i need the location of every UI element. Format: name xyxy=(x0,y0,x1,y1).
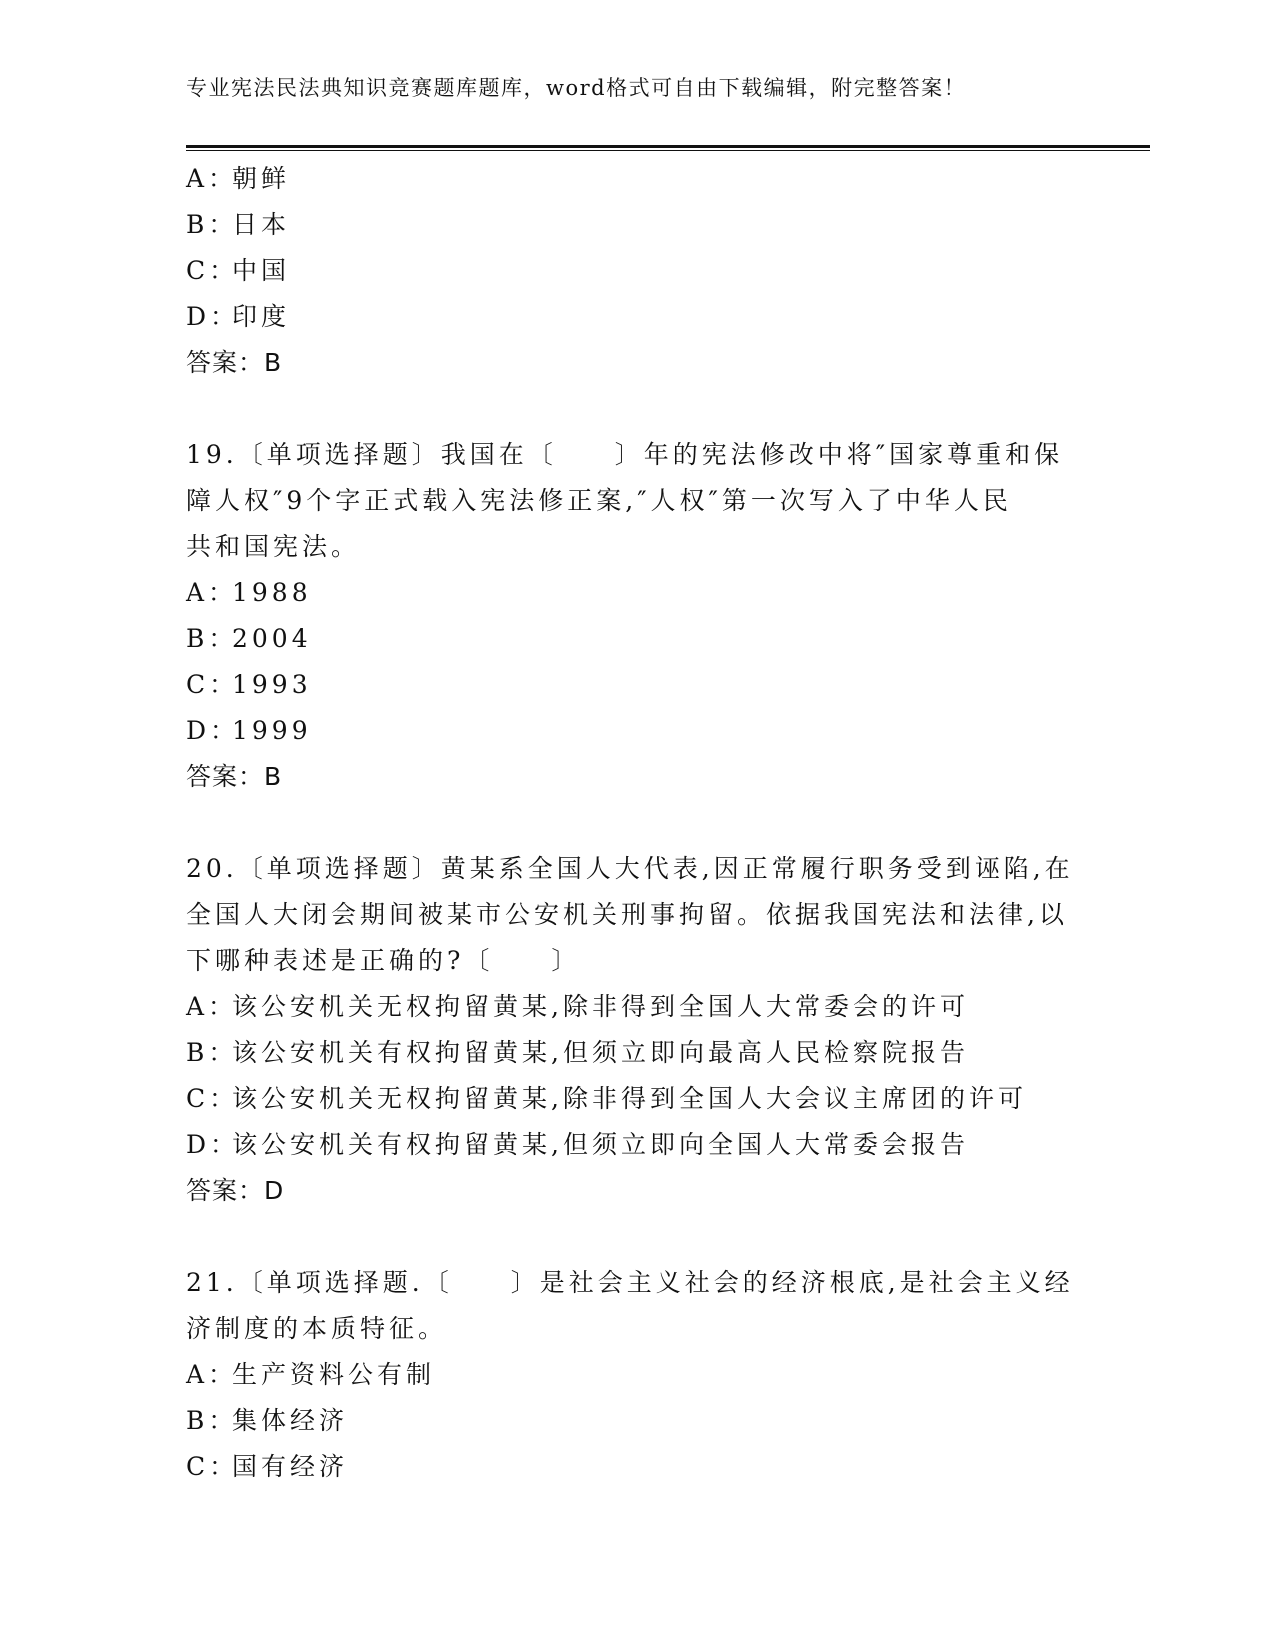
header-rule-thick xyxy=(186,145,1150,148)
answer-line: 答案：D xyxy=(186,1176,285,1205)
question-stem-line: 下哪种表述是正确的?〔 〕 xyxy=(186,946,581,975)
question-20 xyxy=(186,846,1086,1214)
answer-line: 答案：B xyxy=(186,762,283,791)
option-c: C：国有经济 xyxy=(186,1452,349,1481)
header-rule-thin xyxy=(186,150,1150,151)
question-stem-line: 障人权″9个字正式载入宪法修正案,″人权″第一次写入了中华人民 xyxy=(186,486,1012,515)
question-stem-line: 共和国宪法。 xyxy=(186,532,361,561)
option-d: D：该公安机关有权拘留黄某,但须立即向全国人大常委会报告 xyxy=(186,1130,969,1159)
question-stem-line: 19.〔单项选择题〕我国在〔 〕年的宪法修改中将″国家尊重和保 xyxy=(186,440,1064,469)
option-c: C：中国 xyxy=(186,256,291,285)
question-stem-line: 21.〔单项选择题.〔 〕是社会主义社会的经济根底,是社会主义经 xyxy=(186,1268,1074,1297)
option-c: C：1993 xyxy=(186,670,312,699)
spacer xyxy=(186,386,1086,432)
option-a: A：该公安机关无权拘留黄某,除非得到全国人大常委会的许可 xyxy=(186,992,969,1021)
question-stem-line: 20.〔单项选择题〕黄某系全国人大代表,因正常履行职务受到诬陷,在 xyxy=(186,854,1074,883)
option-a: A：朝鲜 xyxy=(186,164,291,193)
option-a: A：生产资料公有制 xyxy=(186,1360,436,1389)
page-header: 专业宪法民法典知识竞赛题库题库，word格式可自由下载编辑，附完整答案！ xyxy=(186,76,967,100)
question-stem-line: 全国人大闭会期间被某市公安机关刑事拘留。依据我国宪法和法律,以 xyxy=(186,900,1068,929)
spacer xyxy=(186,1214,1086,1260)
question-19 xyxy=(186,432,1086,800)
option-b: B：集体经济 xyxy=(186,1406,349,1435)
option-b: B：该公安机关有权拘留黄某,但须立即向最高人民检察院报告 xyxy=(186,1038,969,1067)
option-c: C：该公安机关无权拘留黄某,除非得到全国人大会议主席团的许可 xyxy=(186,1084,1027,1113)
question-block-prev xyxy=(186,156,1086,386)
option-b: B：日本 xyxy=(186,210,291,239)
question-stem-line: 济制度的本质特征。 xyxy=(186,1314,448,1343)
document-body xyxy=(186,156,1086,1490)
option-d: D：印度 xyxy=(186,302,291,331)
spacer xyxy=(186,800,1086,846)
question-21 xyxy=(186,1260,1086,1490)
option-b: B：2004 xyxy=(186,624,312,653)
option-d: D：1999 xyxy=(186,716,312,745)
answer-line: 答案：B xyxy=(186,348,283,377)
option-a: A：1988 xyxy=(186,578,312,607)
